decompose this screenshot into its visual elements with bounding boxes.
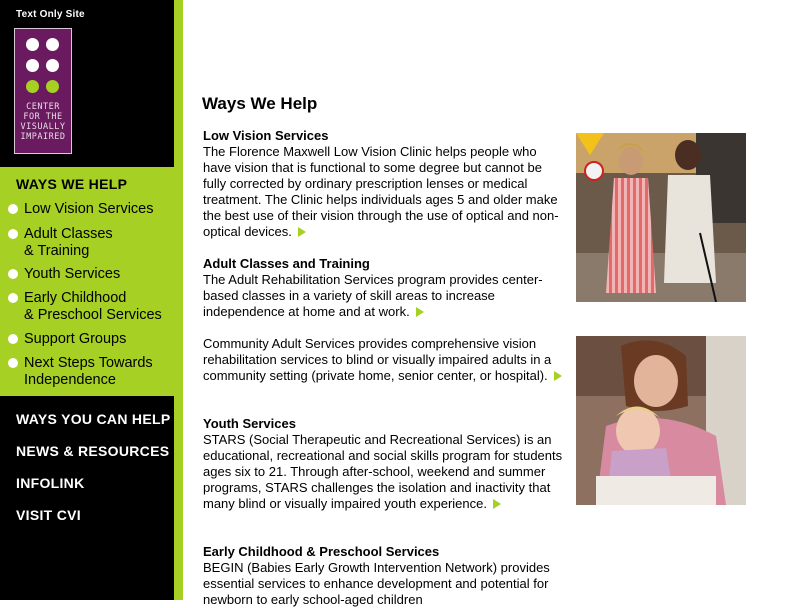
logo-line: VISUALLY (20, 122, 66, 132)
mother-child-photo-illustration (576, 336, 746, 505)
accent-stripe (174, 0, 183, 600)
logo-line: FOR THE (23, 112, 63, 122)
photo-early-childhood (576, 336, 746, 505)
subnav-item-label: Youth Services (24, 266, 121, 282)
subnav-item-label: Adult Classes & Training (24, 226, 113, 259)
subnav-ways-we-help (0, 167, 174, 396)
more-arrow-icon[interactable] (554, 371, 562, 381)
bullet-icon (8, 269, 18, 279)
logo-wordmark (17, 102, 69, 142)
photo-low-vision-street (576, 133, 746, 302)
section-text: The Adult Rehabilitation Services program provides center-based classes in a variety of skill areas to increase independence at home and at work. (203, 272, 543, 319)
nav-ways-you-can-help[interactable]: WAYS YOU CAN HELP (16, 411, 171, 427)
bullet-icon (8, 229, 18, 239)
section-early-childhood (203, 544, 563, 608)
page-title: Ways We Help (202, 94, 318, 113)
bullet-icon (8, 334, 18, 344)
logo-dot (26, 59, 39, 72)
sidebar (0, 0, 174, 600)
section-text: BEGIN (Babies Early Growth Intervention Network) provides essential services to enhance development and potential for newborn to early school-aged children (203, 560, 550, 607)
section-heading: Early Childhood & Preschool Services (203, 544, 440, 559)
bullet-icon (8, 293, 18, 303)
more-arrow-icon[interactable] (416, 307, 424, 317)
subnav-heading[interactable]: WAYS WE HELP (16, 176, 128, 192)
section-body (203, 560, 563, 608)
logo-line: IMPAIRED (20, 132, 66, 142)
logo-dot (46, 59, 59, 72)
section-heading: Adult Classes and Training (203, 256, 370, 271)
logo-dot (46, 38, 59, 51)
section-body (203, 432, 563, 512)
section-body (203, 272, 563, 320)
section-youth (203, 416, 563, 512)
text-only-link[interactable]: Text Only Site (16, 9, 85, 20)
section-community-adult (203, 336, 563, 384)
street-photo-illustration (576, 133, 746, 302)
section-heading: Youth Services (203, 416, 296, 431)
section-adult-classes (203, 256, 563, 320)
section-text: STARS (Social Therapeutic and Recreational Services) is an educational, recreational and social skills program for students ages six to 21. Through after-school, weekend and summer programs, STARS challenges the isolation and inactivity that many blind or visually impaired youth experience. (203, 432, 563, 511)
cvi-logo[interactable] (14, 28, 72, 154)
logo-line: CENTER (26, 102, 60, 112)
logo-dot (46, 80, 59, 93)
bullet-icon (8, 204, 18, 214)
bullet-icon (8, 358, 18, 368)
logo-dot (26, 80, 39, 93)
logo-dot (26, 38, 39, 51)
section-text: Community Adult Services provides comprehensive vision rehabilitation services to blind or visually impaired adults in a community setting (private home, senior center, or hospital). (203, 336, 552, 383)
more-arrow-icon[interactable] (493, 499, 501, 509)
section-body (203, 336, 563, 384)
section-text: The Florence Maxwell Low Vision Clinic helps people who have vision that is functional to some degree but cannot be fully corrected by ordinary prescription lenses or medical treatment. The Clinic helps individuals ages 5 and older make the best use of their vision through the use of optical and non-optical devices. (203, 144, 559, 239)
subnav-item-label: Support Groups (24, 331, 127, 347)
more-arrow-icon[interactable] (298, 227, 306, 237)
section-heading: Low Vision Services (203, 128, 329, 143)
subnav-item-label: Next Steps Towards Independence (24, 355, 153, 388)
nav-news-resources[interactable]: NEWS & RESOURCES (16, 443, 170, 459)
section-low-vision (203, 128, 563, 240)
nav-visit-cvi[interactable]: VISIT CVI (16, 507, 81, 523)
subnav-item-label: Low Vision Services (24, 201, 154, 217)
nav-infolink[interactable]: INFOLINK (16, 475, 85, 491)
subnav-item-label: Early Childhood & Preschool Services (24, 290, 162, 323)
section-body (203, 144, 563, 240)
